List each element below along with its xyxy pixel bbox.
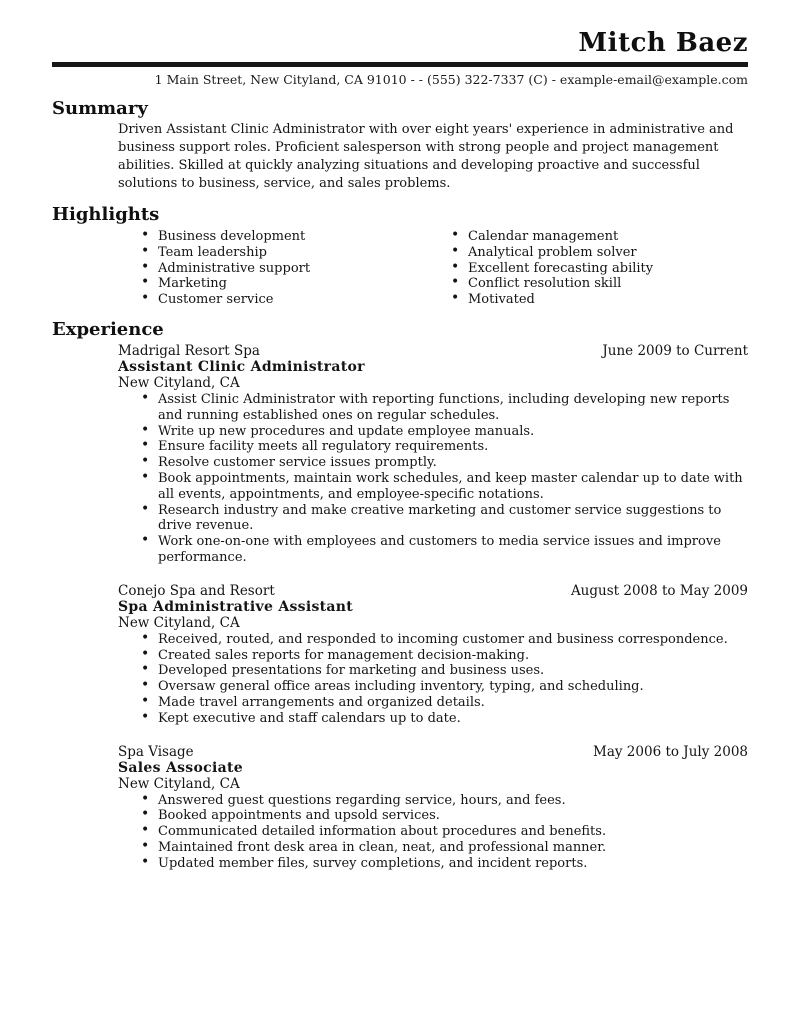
experience-section [52, 319, 748, 872]
job-bullet: • Ensure facility meets all regulatory requirements. [118, 439, 748, 455]
job-bullet-list [118, 793, 748, 872]
highlights-heading: Highlights [52, 204, 160, 225]
job-bullet: • Booked appointments and upsold services. [118, 808, 748, 824]
summary-heading: Summary [52, 98, 148, 119]
job-entry-spa-visage [118, 744, 748, 872]
job-header [118, 343, 748, 359]
job-bullet: • Maintained front desk area in clean, neat, and professional manner. [118, 840, 748, 856]
summary-section [52, 98, 748, 193]
job-dates: June 2009 to Current [602, 342, 748, 359]
highlight-item: • Team leadership [118, 245, 428, 261]
resume-header [52, 28, 748, 87]
job-header [118, 744, 748, 760]
job-bullet: • Made travel arrangements and organized details. [118, 695, 748, 711]
job-bullet: • Research industry and make creative marketing and customer service suggestions to drive revenue. [118, 503, 748, 535]
job-company: Spa Visage [118, 743, 194, 760]
header-divider [52, 62, 748, 67]
job-bullet: • Write up new procedures and update employee manuals. [118, 424, 748, 440]
highlights-columns [118, 229, 748, 308]
job-entry-madrigal-resort-spa [118, 343, 748, 566]
job-bullet: • Book appointments, maintain work schedules, and keep master calendar up to date with all events, appointments, and employee-specific notations. [118, 471, 748, 503]
job-bullet-list [118, 392, 748, 566]
job-bullet-list [118, 632, 748, 727]
highlight-item: • Excellent forecasting ability [428, 261, 653, 277]
job-header [118, 583, 748, 599]
contact-info: 1 Main Street, New Cityland, CA 91010 - - (555) 322-7337 (C) - example-email@example.com [154, 72, 748, 87]
experience-heading: Experience [52, 318, 164, 340]
job-title: Assistant Clinic Administrator [118, 358, 365, 375]
job-bullet: • Resolve customer service issues promptly. [118, 455, 748, 471]
job-bullet: • Developed presentations for marketing and business uses. [118, 663, 748, 679]
job-title: Sales Associate [118, 759, 243, 776]
person-name: Mitch Baez [578, 28, 748, 58]
job-bullet: • Updated member files, survey completions, and incident reports. [118, 856, 748, 872]
job-company: Conejo Spa and Resort [118, 582, 275, 599]
highlight-item: • Motivated [428, 292, 653, 308]
job-bullet: • Oversaw general office areas including inventory, typing, and scheduling. [118, 679, 748, 695]
job-bullet: • Kept executive and staff calendars up to date. [118, 711, 748, 727]
highlight-item: • Calendar management [428, 229, 653, 245]
job-location: New Cityland, CA [118, 374, 240, 391]
highlights-column-2 [428, 229, 653, 308]
job-dates: August 2008 to May 2009 [570, 582, 748, 599]
summary-text: Driven Assistant Clinic Administrator with over eight years' experience in administrative and business support roles. Proficient salesperson with strong people and project management abilities. Skilled at quickly analyzing situations and developing proactive and successful solutions to business, service, and sales problems. [118, 122, 734, 191]
job-bullet: • Created sales reports for management decision-making. [118, 648, 748, 664]
job-bullet: • Assist Clinic Administrator with reporting functions, including developing new reports and running established ones on regular schedules. [118, 392, 748, 424]
highlight-item: • Analytical problem solver [428, 245, 653, 261]
job-entry-conejo-spa-and-resort [118, 583, 748, 727]
highlight-item: • Business development [118, 229, 428, 245]
job-dates: May 2006 to July 2008 [593, 743, 748, 760]
job-location: New Cityland, CA [118, 614, 240, 631]
job-bullet: • Answered guest questions regarding service, hours, and fees. [118, 793, 748, 809]
highlights-section [52, 204, 748, 308]
highlight-item: • Marketing [118, 276, 428, 292]
job-title: Spa Administrative Assistant [118, 598, 354, 615]
highlight-item: • Administrative support [118, 261, 428, 277]
highlights-column-1 [118, 229, 428, 308]
highlight-item: • Conflict resolution skill [428, 276, 653, 292]
job-bullet: • Work one-on-one with employees and customers to media service issues and improve performance. [118, 534, 748, 566]
job-bullet: • Received, routed, and responded to incoming customer and business correspondence. [118, 632, 748, 648]
job-bullet: • Communicated detailed information about procedures and benefits. [118, 824, 748, 840]
highlight-item: • Customer service [118, 292, 428, 308]
job-location: New Cityland, CA [118, 775, 240, 792]
job-company: Madrigal Resort Spa [118, 342, 260, 359]
